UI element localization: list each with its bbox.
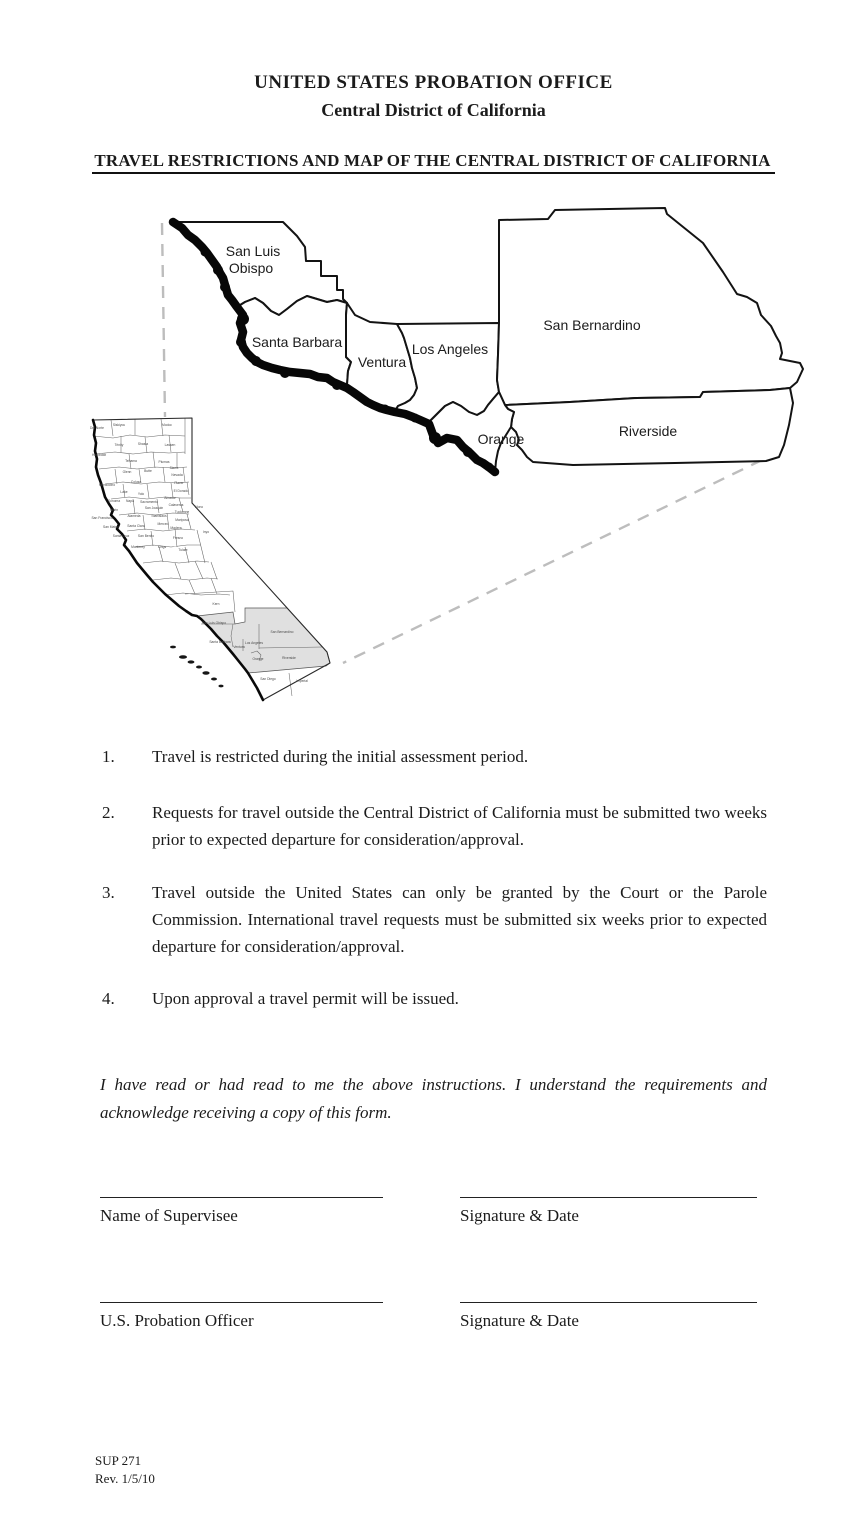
label-riverside: Riverside <box>618 423 678 439</box>
state-county-label: Sierra <box>169 466 179 470</box>
state-county-label: Modoc <box>162 423 172 427</box>
state-county-label: San Mateo <box>103 525 119 529</box>
state-county-label: Alameda <box>127 514 141 518</box>
label-santa-barbara: Santa Barbara <box>251 334 343 350</box>
state-county-label: Trinity <box>114 443 124 447</box>
state-county-label: Plumas <box>158 460 170 464</box>
officer-name-line: U.S. Probation Officer <box>100 1302 383 1331</box>
state-county-label: San Francisco <box>91 516 113 520</box>
central-district-map <box>85 195 805 715</box>
district-map-figure <box>85 195 805 715</box>
form-number: SUP 271 <box>95 1453 142 1468</box>
label-ventura: Ventura <box>357 354 407 370</box>
state-county-label: San Bernardino <box>270 630 294 634</box>
state-county-label: Sacramento <box>140 500 158 504</box>
page-title: TRAVEL RESTRICTIONS AND MAP OF THE CENTRAL DISTRICT OF CALIFORNIA <box>0 151 867 171</box>
form-revision: Rev. 1/5/10 <box>95 1471 155 1486</box>
instruction-item <box>100 743 767 770</box>
state-county-label: Santa Clara <box>127 524 145 528</box>
signature-row-supervisee <box>0 1197 867 1257</box>
state-county-label: Glenn <box>122 470 132 474</box>
item-number: 1. <box>102 747 115 766</box>
state-county-label: Lake <box>120 490 128 494</box>
state-county-label: Kern <box>212 602 220 606</box>
state-county-label: Napa <box>126 499 134 503</box>
item-number: 3. <box>102 883 115 902</box>
state-county-label: Riverside <box>282 656 296 660</box>
instruction-item <box>100 799 767 853</box>
state-county-label: Fresno <box>172 536 184 540</box>
state-county-label: Monterey <box>131 545 145 549</box>
state-county-label: San Luis Obispo <box>201 621 227 625</box>
channel-islands <box>170 646 224 688</box>
state-county-label: Shasta <box>137 442 149 446</box>
connector-dash-right <box>343 460 762 663</box>
state-county-label: Siskiyou <box>112 423 126 427</box>
county-san-bernardino <box>497 208 803 405</box>
signature-row-officer <box>0 1302 867 1362</box>
state-county-label: El Dorado <box>173 489 189 493</box>
state-county-label: Tehama <box>125 459 137 463</box>
district-counties <box>173 208 803 472</box>
state-county-label: Inyo <box>202 530 210 534</box>
state-county-label: Mendocino <box>98 483 116 487</box>
supervisee-signature-line: Signature & Date <box>460 1197 757 1226</box>
state-county-label: Mariposa <box>175 518 189 522</box>
instruction-item <box>100 985 767 1012</box>
state-county-label: Los Angeles <box>245 641 263 645</box>
california-state-map <box>90 418 330 700</box>
state-county-label: San Benito <box>137 534 155 538</box>
state-county-label: Humboldt <box>91 453 107 457</box>
item-text: Upon approval a travel permit will be issued. <box>152 989 459 1008</box>
item-number: 4. <box>102 989 115 1008</box>
item-text: Requests for travel outside the Central District of California must be submitted two weeks prior to expected departure for consideration/approval. <box>152 803 767 849</box>
label-san-luis-obispo-line1: San Luis <box>225 243 281 259</box>
district-heading: Central District of California <box>321 100 546 120</box>
state-county-label: Calaveras <box>168 503 184 507</box>
item-text: Travel outside the United States can only be granted by the Court or the Parole Commission. International travel requests must be submitted six weeks prior to expected departure for consideration/approval. <box>152 883 767 956</box>
state-county-label: Orange <box>252 657 264 661</box>
state-county-label: Marin <box>109 508 119 512</box>
state-county-label: Sonoma <box>107 499 121 503</box>
state-county-label: Del Norte <box>90 426 104 430</box>
state-county-label: Placer <box>174 481 184 485</box>
state-county-label: Santa Cruz <box>112 534 130 538</box>
state-county-label: Colusa <box>130 480 142 484</box>
state-county-label: Madera <box>170 526 182 530</box>
state-county-label: Ventura <box>233 645 245 649</box>
label-san-bernardino: San Bernardino <box>543 317 641 333</box>
instruction-item <box>100 879 767 960</box>
office-heading: UNITED STATES PROBATION OFFICE <box>254 72 613 93</box>
state-county-label: Stanislaus <box>151 514 167 518</box>
state-county-label: Yolo <box>137 492 145 496</box>
label-san-luis-obispo-line2: Obispo <box>228 260 274 276</box>
state-county-label: Imperial <box>296 679 308 683</box>
connector-dash-left <box>162 223 165 417</box>
instruction-list <box>100 743 767 1012</box>
state-county-label: Santa Barbara <box>209 640 231 644</box>
state-county-label: San Joaquin <box>144 506 164 510</box>
state-county-label: Butte <box>144 469 152 473</box>
label-orange: Orange <box>477 431 525 447</box>
state-county-label: Lassen <box>164 443 176 447</box>
form-footer <box>95 1452 155 1488</box>
state-county-label: Amador <box>164 496 176 500</box>
state-county-label: Tuolumne <box>174 510 190 514</box>
state-county-label: Nevada <box>171 473 183 477</box>
supervisee-name-line: Name of Supervisee <box>100 1197 383 1226</box>
state-county-label: Merced <box>157 522 169 526</box>
label-los-angeles: Los Angeles <box>411 341 489 357</box>
item-number: 2. <box>102 803 115 822</box>
state-coastline <box>93 420 263 700</box>
item-text: Travel is restricted during the initial assessment period. <box>152 747 529 766</box>
acknowledgement-statement: I have read or had read to me the above instructions. I understand the requirements and acknowledge receiving a copy of this form. <box>100 1075 767 1122</box>
state-county-label: Mono <box>194 505 204 509</box>
state-county-label: Tulare <box>178 548 188 552</box>
officer-signature-line: Signature & Date <box>460 1302 757 1331</box>
state-county-label: San Diego <box>260 677 276 681</box>
state-county-label: Kings <box>157 545 167 549</box>
